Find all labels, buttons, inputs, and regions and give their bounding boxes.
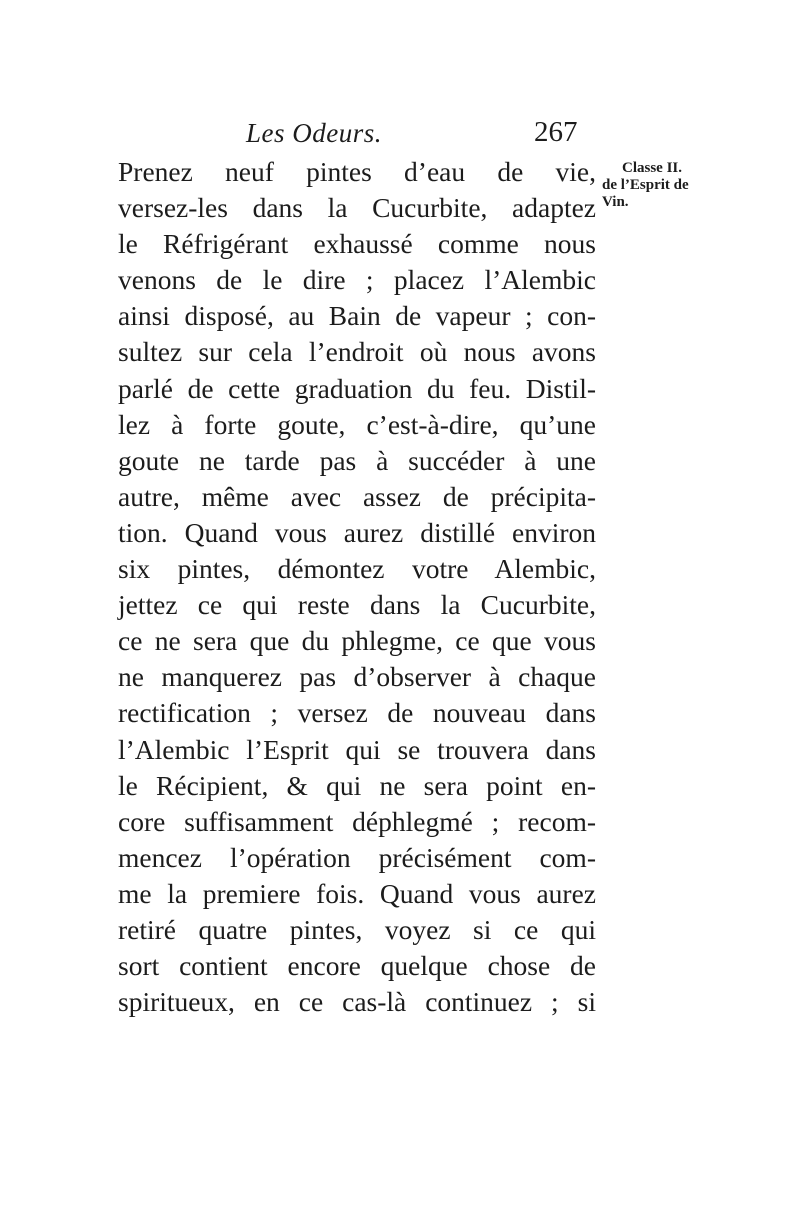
margin-note — [602, 160, 712, 211]
margin-note-line: de l’Esprit de — [602, 177, 689, 193]
text-line: sultez sur cela l’endroit où nous avons — [118, 336, 596, 368]
text-line: autre, même avec assez de précipita- — [118, 480, 596, 512]
page-number: 267 — [534, 116, 578, 148]
text-line: venons de le dire ; placez l’Alembic — [118, 264, 596, 296]
text-line: Prenez neuf pintes d’eau de vie, — [118, 156, 596, 187]
text-line: spiritueux, en ce cas-là continuez ; si — [118, 986, 596, 1018]
text-line: me la premiere fois. Quand vous aurez — [118, 877, 596, 909]
text-line: parlé de cette graduation du feu. Distil- — [118, 372, 596, 404]
text-line: sort contient encore quelque chose de — [118, 950, 596, 982]
text-line: ce ne sera que du phlegme, ce que vous — [118, 625, 596, 657]
text-line: lez à forte goute, c’est-à-dire, qu’une — [118, 408, 596, 440]
text-line: le Réfrigérant exhaussé comme nous — [118, 228, 596, 260]
text-line: tion. Quand vous aurez distillé environ — [118, 516, 596, 548]
text-line: six pintes, démontez votre Alembic, — [118, 553, 596, 585]
text-line: retiré quatre pintes, voyez si ce qui — [118, 913, 596, 945]
text-line: goute ne tarde pas à succéder à une — [118, 444, 596, 476]
margin-note-line: Classe II. — [622, 160, 683, 176]
text-line: mencez l’opération précisément com- — [118, 841, 596, 873]
text-line: ainsi disposé, au Bain de vapeur ; con- — [118, 300, 596, 332]
text-line: jettez ce qui reste dans la Cucurbite, — [118, 589, 596, 621]
margin-note-line: Vin. — [602, 194, 629, 210]
text-line: l’Alembic l’Esprit qui se trouvera dans — [118, 733, 596, 765]
text-line: versez-les dans la Cucurbite, adaptez — [118, 192, 596, 224]
text-line: rectification ; versez de nouveau dans — [118, 697, 596, 729]
body-text — [118, 154, 596, 1020]
running-title: Les Odeurs. — [246, 118, 383, 148]
text-line: ne manquerez pas d’observer à chaque — [118, 661, 596, 693]
text-line: core suffisamment déphlegmé ; recom- — [118, 805, 596, 837]
text-line: le Récipient, & qui ne sera point en- — [118, 769, 596, 801]
